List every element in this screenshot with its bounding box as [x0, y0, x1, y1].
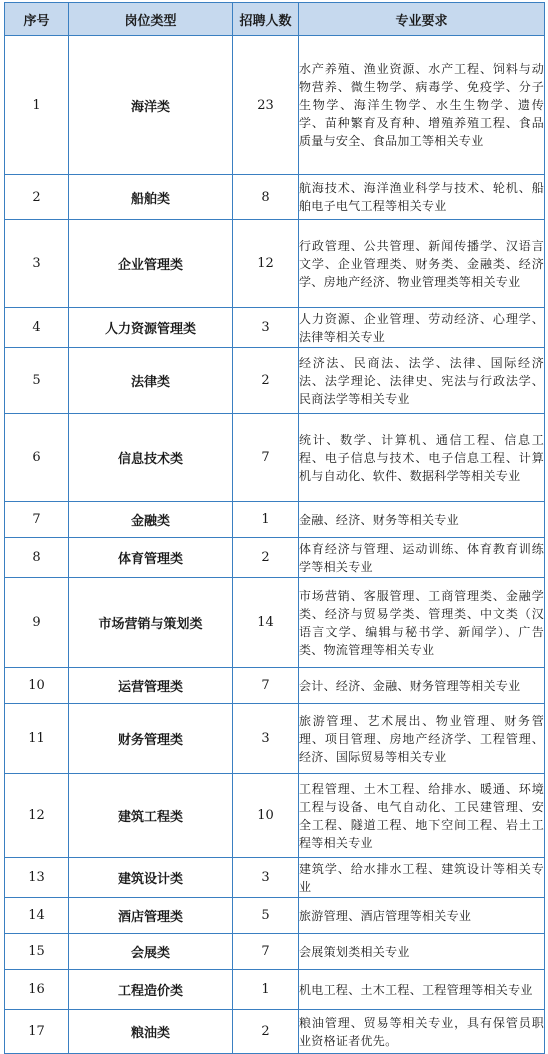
- recruitment-table: [4, 2, 545, 1054]
- table-row: [5, 538, 545, 578]
- row-major-cell: 经济法、民商法、法学、法律、国际经济法、法学理论、法律史、宪法与行政法学、民商法学等相关专业: [299, 348, 545, 414]
- row-count-cell: 1: [233, 970, 299, 1010]
- row-count-cell: 2: [233, 538, 299, 578]
- row-category-cell: 酒店管理类: [69, 898, 233, 934]
- row-major-cell: 机电工程、土木工程、工程管理等相关专业: [299, 970, 545, 1010]
- row-major-cell: 人力资源、企业管理、劳动经济、心理学、法律等相关专业: [299, 308, 545, 348]
- row-count-cell: 10: [233, 774, 299, 858]
- row-major-cell: 统计、数学、计算机、通信工程、信息工程、电子信息与技术、电子信息工程、计算机与自动化、软件、数据科学等相关专业: [299, 414, 545, 502]
- table-row: [5, 36, 545, 175]
- row-category-cell: 市场营销与策划类: [69, 578, 233, 668]
- row-count-cell: 7: [233, 934, 299, 970]
- row-count-cell: 2: [233, 1010, 299, 1054]
- row-seq-cell: 6: [5, 414, 69, 502]
- row-category-cell: 海洋类: [69, 36, 233, 175]
- row-category-cell: 粮油类: [69, 1010, 233, 1054]
- row-seq-cell: 7: [5, 502, 69, 538]
- row-category-cell: 建筑设计类: [69, 858, 233, 898]
- row-seq-cell: 10: [5, 668, 69, 704]
- row-major-cell: 航海技术、海洋渔业科学与技术、轮机、船舶电子电气工程等相关专业: [299, 175, 545, 220]
- row-seq-cell: 5: [5, 348, 69, 414]
- row-major-cell: 建筑学、给水排水工程、建筑设计等相关专业: [299, 858, 545, 898]
- table-row: [5, 1010, 545, 1054]
- row-seq-cell: 8: [5, 538, 69, 578]
- row-category-cell: 财务管理类: [69, 704, 233, 774]
- row-category-cell: 运营管理类: [69, 668, 233, 704]
- table-row: [5, 220, 545, 308]
- row-seq-cell: 4: [5, 308, 69, 348]
- row-category-cell: 人力资源管理类: [69, 308, 233, 348]
- table-row: [5, 348, 545, 414]
- row-seq-cell: 13: [5, 858, 69, 898]
- header-count: 招聘人数: [233, 3, 299, 36]
- row-major-cell: 粮油管理、贸易等相关专业，具有保管员职业资格证者优先。: [299, 1010, 545, 1054]
- row-category-cell: 法律类: [69, 348, 233, 414]
- row-major-cell: 金融、经济、财务等相关专业: [299, 502, 545, 538]
- row-count-cell: 3: [233, 308, 299, 348]
- row-count-cell: 1: [233, 502, 299, 538]
- row-major-cell: 会展策划类相关专业: [299, 934, 545, 970]
- table-row: [5, 414, 545, 502]
- row-major-cell: 旅游管理、艺术展出、物业管理、财务管理、项目管理、房地产经济学、工程管理、经济、国际贸易等相关专业: [299, 704, 545, 774]
- row-category-cell: 金融类: [69, 502, 233, 538]
- row-major-cell: 体育经济与管理、运动训练、体育教育训练学等相关专业: [299, 538, 545, 578]
- row-category-cell: 信息技术类: [69, 414, 233, 502]
- row-major-cell: 工程管理、土木工程、给排水、暖通、环境工程与设备、电气自动化、工民建管理、安全工程、隧道工程、地下空间工程、岩土工程等相关专业: [299, 774, 545, 858]
- table-row: [5, 704, 545, 774]
- row-count-cell: 3: [233, 704, 299, 774]
- table-row: [5, 898, 545, 934]
- row-major-cell: 旅游管理、酒店管理等相关专业: [299, 898, 545, 934]
- row-count-cell: 2: [233, 348, 299, 414]
- table-row: [5, 502, 545, 538]
- row-category-cell: 船舶类: [69, 175, 233, 220]
- table-row: [5, 578, 545, 668]
- table-body: [5, 36, 545, 1054]
- row-count-cell: 5: [233, 898, 299, 934]
- row-count-cell: 7: [233, 414, 299, 502]
- row-seq-cell: 9: [5, 578, 69, 668]
- row-seq-cell: 14: [5, 898, 69, 934]
- row-major-cell: 行政管理、公共管理、新闻传播学、汉语言文学、企业管理类、财务类、金融类、经济学、房地产经济、物业管理类等相关专业: [299, 220, 545, 308]
- table-row: [5, 934, 545, 970]
- row-count-cell: 3: [233, 858, 299, 898]
- table-row: [5, 175, 545, 220]
- header-major: 专业要求: [299, 3, 545, 36]
- table-row: [5, 668, 545, 704]
- header-row: [5, 3, 545, 36]
- table-row: [5, 308, 545, 348]
- row-major-cell: 市场营销、客服管理、工商管理类、金融学类、经济与贸易学类、管理类、中文类（汉语言文学、编辑与秘书学、新闻学）、广告类、物流管理等相关专业: [299, 578, 545, 668]
- row-category-cell: 体育管理类: [69, 538, 233, 578]
- row-count-cell: 8: [233, 175, 299, 220]
- row-seq-cell: 3: [5, 220, 69, 308]
- row-seq-cell: 11: [5, 704, 69, 774]
- row-category-cell: 建筑工程类: [69, 774, 233, 858]
- row-category-cell: 企业管理类: [69, 220, 233, 308]
- row-major-cell: 水产养殖、渔业资源、水产工程、饲料与动物营养、微生物学、病毒学、免疫学、分子生物学、海洋生物学、水生生物学、遗传学、苗种繁育及育种、增殖养殖工程、食品质量与安全、食品加工等相关专业: [299, 36, 545, 175]
- row-count-cell: 14: [233, 578, 299, 668]
- row-major-cell: 会计、经济、金融、财务管理等相关专业: [299, 668, 545, 704]
- header-category: 岗位类型: [69, 3, 233, 36]
- row-seq-cell: 16: [5, 970, 69, 1010]
- row-category-cell: 工程造价类: [69, 970, 233, 1010]
- row-count-cell: 7: [233, 668, 299, 704]
- row-seq-cell: 1: [5, 36, 69, 175]
- row-seq-cell: 2: [5, 175, 69, 220]
- table-row: [5, 970, 545, 1010]
- table-row: [5, 774, 545, 858]
- table-header: [5, 3, 545, 36]
- row-seq-cell: 12: [5, 774, 69, 858]
- row-seq-cell: 15: [5, 934, 69, 970]
- header-seq: 序号: [5, 3, 69, 36]
- row-category-cell: 会展类: [69, 934, 233, 970]
- table-row: [5, 858, 545, 898]
- row-count-cell: 23: [233, 36, 299, 175]
- row-count-cell: 12: [233, 220, 299, 308]
- row-seq-cell: 17: [5, 1010, 69, 1054]
